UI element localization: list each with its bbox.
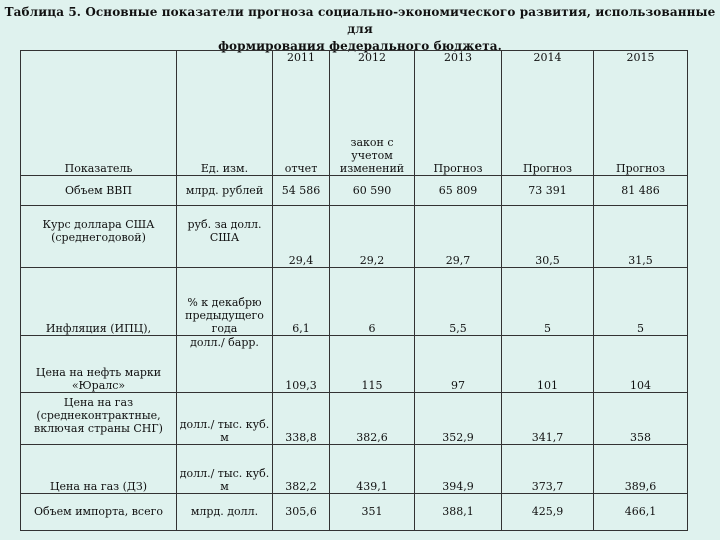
header-status-2014: Прогноз <box>502 136 594 176</box>
row-unit: % к декабрю предыдущего года <box>177 267 273 335</box>
cell-value: 466,1 <box>594 493 688 530</box>
title-line-1: Таблица 5. Основные показатели прогноза социально-экономического развития, использованные для <box>4 5 716 36</box>
table-row <box>21 392 688 444</box>
row-indicator: Цена на нефть марки «Юралс» <box>21 335 177 392</box>
cell-value: 29,2 <box>330 205 415 267</box>
cell-value: 5 <box>502 267 594 335</box>
cell-value: 439,1 <box>330 444 415 493</box>
cell-value: 389,6 <box>594 444 688 493</box>
table-row <box>21 444 688 493</box>
cell-value: 341,7 <box>502 392 594 444</box>
header-status-2011: отчет <box>273 136 330 176</box>
header-row <box>21 51 688 136</box>
cell-value: 338,8 <box>273 392 330 444</box>
cell-value: 81 486 <box>594 175 688 205</box>
header-status-2012: закон с учетом изменений <box>330 136 415 176</box>
cell-value: 104 <box>594 335 688 392</box>
cell-value: 388,1 <box>415 493 502 530</box>
table-row <box>21 335 688 392</box>
title-line-2: формирования федерального бюджета. <box>218 39 502 53</box>
cell-value: 352,9 <box>415 392 502 444</box>
row-unit: долл./ тыс. куб. м <box>177 444 273 493</box>
cell-value: 65 809 <box>415 175 502 205</box>
header-year-2012: 2012 <box>330 51 415 136</box>
cell-value: 115 <box>330 335 415 392</box>
row-indicator: Цена на газ (среднеконтрактные, включая страны СНГ) <box>21 392 177 444</box>
header-year-2013: 2013 <box>415 51 502 136</box>
row-unit: руб. за долл. США <box>177 205 273 267</box>
row-indicator: Объем ВВП <box>21 175 177 205</box>
row-unit: долл./ барр. <box>177 335 273 392</box>
cell-value: 358 <box>594 392 688 444</box>
cell-value: 60 590 <box>330 175 415 205</box>
cell-value: 373,7 <box>502 444 594 493</box>
cell-value: 97 <box>415 335 502 392</box>
cell-value: 382,2 <box>273 444 330 493</box>
header-unit: Ед. изм. <box>177 51 273 176</box>
header-year-2014: 2014 <box>502 51 594 136</box>
header-status-2015: Прогноз <box>594 136 688 176</box>
row-unit: млрд. долл. <box>177 493 273 530</box>
cell-value: 382,6 <box>330 392 415 444</box>
cell-value: 351 <box>330 493 415 530</box>
row-indicator: Объем импорта, всего <box>21 493 177 530</box>
cell-value: 425,9 <box>502 493 594 530</box>
cell-value: 305,6 <box>273 493 330 530</box>
table-row <box>21 175 688 205</box>
row-indicator: Инфляция (ИПЦ), <box>21 267 177 335</box>
table-title <box>0 4 720 55</box>
table-row <box>21 493 688 530</box>
cell-value: 31,5 <box>594 205 688 267</box>
forecast-table <box>20 50 688 531</box>
header-status-2013: Прогноз <box>415 136 502 176</box>
cell-value: 54 586 <box>273 175 330 205</box>
cell-value: 394,9 <box>415 444 502 493</box>
header-year-2011: 2011 <box>273 51 330 136</box>
cell-value: 30,5 <box>502 205 594 267</box>
cell-value: 109,3 <box>273 335 330 392</box>
cell-value: 73 391 <box>502 175 594 205</box>
row-indicator: Цена на газ (ДЗ) <box>21 444 177 493</box>
row-unit: долл./ тыс. куб. м <box>177 392 273 444</box>
cell-value: 29,4 <box>273 205 330 267</box>
header-year-2015: 2015 <box>594 51 688 136</box>
table-row <box>21 267 688 335</box>
header-indicator: Показатель <box>21 51 177 176</box>
row-unit: млрд. рублей <box>177 175 273 205</box>
cell-value: 5,5 <box>415 267 502 335</box>
cell-value: 5 <box>594 267 688 335</box>
cell-value: 29,7 <box>415 205 502 267</box>
cell-value: 101 <box>502 335 594 392</box>
cell-value: 6,1 <box>273 267 330 335</box>
table-row <box>21 205 688 267</box>
cell-value: 6 <box>330 267 415 335</box>
row-indicator: Курс доллара США (среднегодовой) <box>21 205 177 267</box>
